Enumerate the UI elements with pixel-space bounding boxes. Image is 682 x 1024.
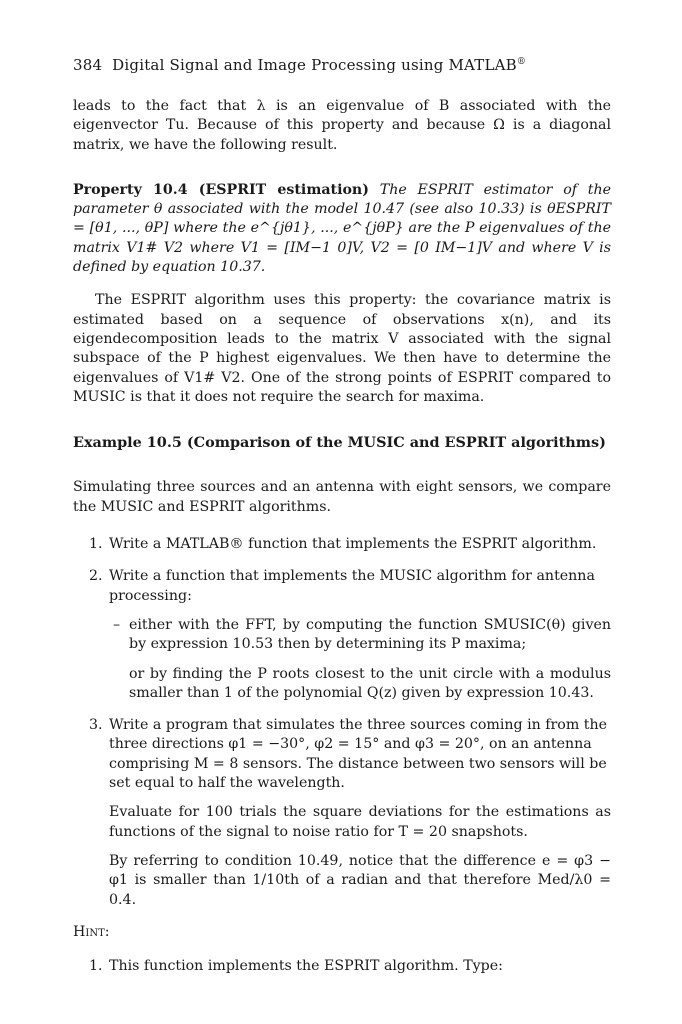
step-extra: By referring to condition 10.49, notice that the difference e = φ3 − φ1 is smaller than 1/10th of a radian and that therefore Med/λ0 = 0.4.: [109, 852, 611, 908]
hint-number: 1.: [89, 958, 103, 975]
running-title: Digital Signal and Image Processing using MATLAB: [112, 56, 517, 74]
property-title: Property 10.4 (ESPRIT estimation): [73, 181, 369, 198]
hint-item: [73, 957, 611, 976]
dash-marker: –: [113, 616, 121, 633]
sub-item: or by finding the P roots closest to the unit circle with a modulus smaller than 1 of the polynomial Q(z) given by expression 10.43.: [129, 665, 611, 701]
sub-item: – either with the FFT, by computing the function SMUSIC(θ) given by expression 10.53 then by determining its P maxima;: [113, 616, 611, 653]
step-text: Write a function that implements the MUSIC algorithm for antenna processing:: [109, 568, 595, 604]
registered-mark: ®: [516, 57, 527, 67]
page-number: 384: [73, 56, 103, 74]
step-text: Write a program that simulates the three sources coming in from the three directions φ1 = −30°, φ2 = 15° and φ3 = 20°, on an antenna comprising M = 8 sensors. The distance between two sensors will be set equal to half the wavelength.: [109, 717, 608, 792]
running-header: [73, 56, 611, 74]
step-item: [73, 716, 611, 910]
step-sublist: [109, 616, 611, 703]
step-number: 3.: [89, 717, 103, 734]
hint-steps: [73, 957, 611, 976]
example-intro: Simulating three sources and an antenna with eight sensors, we compare the MUSIC and ESPRIT algorithms.: [73, 479, 611, 515]
step-text: Write a MATLAB® function that implements the ESPRIT algorithm.: [109, 536, 597, 553]
hint-text: This function implements the ESPRIT algorithm. Type:: [109, 958, 503, 975]
hint-label: Hint:: [73, 923, 110, 940]
property-block: [73, 181, 611, 277]
page: [73, 56, 611, 989]
step-extra: Evaluate for 100 trials the square deviations for the estimations as functions of the signal to noise ratio for T = 20 snapshots.: [109, 804, 611, 840]
paragraph-eigenvalue: leads to the fact that λ is an eigenvalue of B associated with the eigenvector Tu. Because of this property and because Ω is a diagonal matrix, we have the following result.: [73, 98, 611, 153]
step-number: 1.: [89, 536, 103, 553]
step-item: [73, 567, 611, 703]
step-item: [73, 535, 611, 554]
property-body: The ESPRIT estimator of the parameter θ associated with the model 10.47 (see also 10.33) is θESPRIT = [θ1, ..., θP] where the e^{jθ1}, ..., e^{jθP} are the P eigenvalues of the matrix V1# V2 where V1 = [IM−1 0]V, V2 = [0 IM−1]V and where V is defined by equation 10.37.: [73, 181, 612, 276]
paragraph-esprit: The ESPRIT algorithm uses this property: the covariance matrix is estimated based on a sequence of observations x(n), and its eigendecomposition leads to the matrix V associated with the signal subspace of the P highest eigenvalues. We then have to determine the eigenvalues of V1# V2. One of the strong points of ESPRIT compared to MUSIC is that it does not require the search for maxima.: [73, 292, 611, 405]
example-title: Example 10.5 (Comparison of the MUSIC and ESPRIT algorithms): [73, 434, 606, 452]
step-number: 2.: [89, 568, 103, 585]
example-steps: [73, 535, 611, 910]
